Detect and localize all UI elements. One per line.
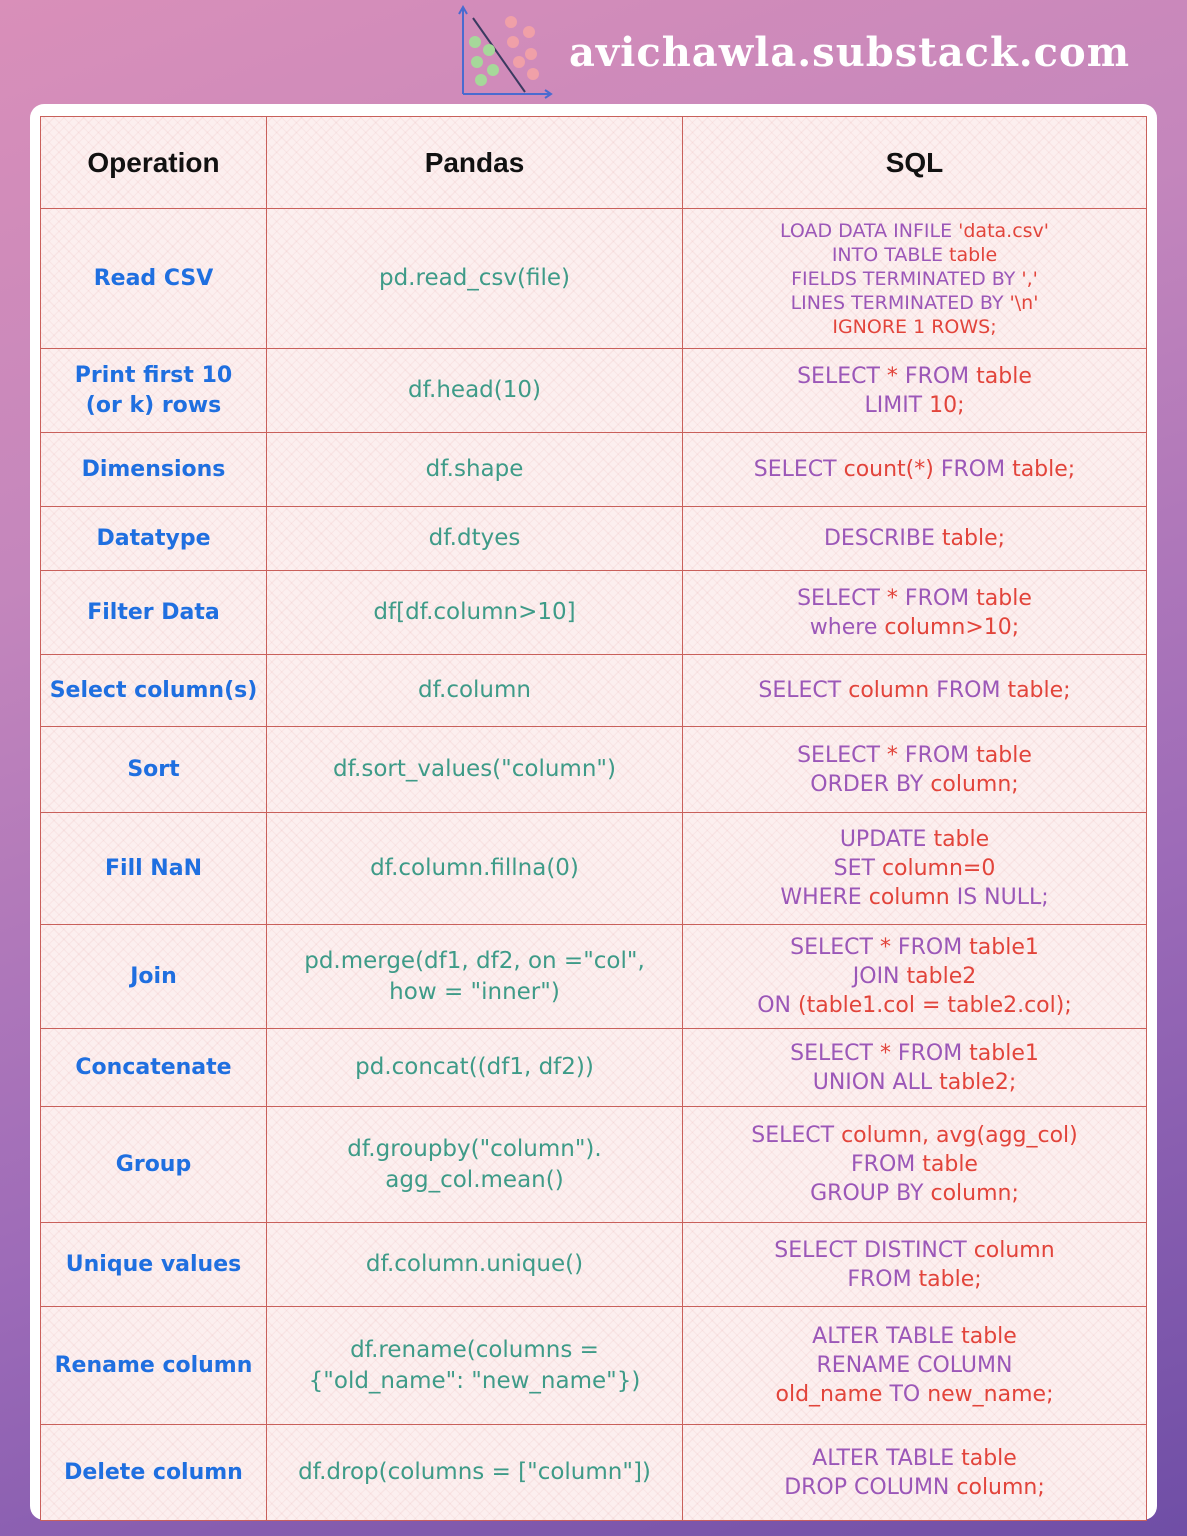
sql-keyword: FIELDS TERMINATED BY (791, 267, 1022, 290)
pandas-code: df.head(10) (408, 377, 541, 403)
pandas-code: df.dtyes (428, 525, 521, 551)
sql-line (691, 1150, 1138, 1179)
pandas-code: pd.concat((df1, df2)) (355, 1054, 594, 1080)
sql-keyword: IS NULL; (949, 885, 1049, 910)
sql-identifier: table (922, 1152, 978, 1177)
sql-identifier: table; (918, 1266, 982, 1292)
operation-label: Concatenate (75, 1054, 232, 1080)
sql-identifier: table2; (939, 1069, 1017, 1095)
sql-line (691, 825, 1138, 854)
table-row (41, 1029, 1147, 1107)
sql-keyword: WHERE (780, 885, 869, 910)
operation-label: Select column(s) (49, 677, 258, 703)
sql-line (691, 1121, 1138, 1150)
sql-keyword: FROM (897, 585, 977, 611)
pandas-code: df.groupby("column"). (347, 1135, 602, 1162)
sql-identifier: column; (956, 1474, 1045, 1500)
sql-identifier: table (976, 585, 1032, 611)
sql-cell (683, 813, 1147, 925)
sql-identifier: table (961, 1324, 1017, 1349)
pandas-cell (267, 433, 683, 507)
sql-cell (683, 1223, 1147, 1307)
sql-identifier: column; (930, 771, 1019, 797)
sql-keyword: FROM (847, 1266, 919, 1292)
table-row (41, 655, 1147, 727)
pandas-code: df.shape (425, 456, 524, 482)
sql-line (691, 962, 1138, 991)
sql-identifier: table1 (969, 1040, 1039, 1066)
sql-line (691, 770, 1138, 799)
sql-cell (683, 433, 1147, 507)
sql-line (691, 391, 1138, 420)
sql-identifier: count(*) (843, 457, 934, 482)
pandas-cell (267, 1425, 683, 1521)
operation-cell (41, 571, 267, 655)
sql-identifier: column>10; (884, 614, 1020, 640)
sql-identifier: * (886, 585, 898, 611)
table-header-row (41, 117, 1147, 209)
sql-line (691, 741, 1138, 770)
sql-identifier: table (976, 363, 1032, 389)
sql-line (691, 243, 1138, 267)
table-row (41, 1307, 1147, 1425)
sql-line (691, 933, 1138, 962)
table-row (41, 507, 1147, 571)
sql-keyword: ALTER TABLE (812, 1324, 962, 1349)
pandas-code: df.column.unique() (365, 1251, 584, 1277)
pandas-cell (267, 1029, 683, 1107)
operation-label: Group (115, 1151, 192, 1177)
sql-cell (683, 571, 1147, 655)
operation-cell (41, 1307, 267, 1425)
sql-identifier: column; (930, 1181, 1019, 1206)
sql-line (691, 1068, 1138, 1097)
sql-cell (683, 925, 1147, 1029)
sql-keyword: ON (757, 993, 798, 1018)
operation-cell (41, 1107, 267, 1223)
pandas-cell (267, 727, 683, 813)
sql-identifier: column, avg(agg_col) (841, 1123, 1078, 1148)
sql-identifier: new_name; (927, 1382, 1054, 1407)
pandas-cell (267, 1307, 683, 1425)
sql-identifier: * (886, 742, 898, 768)
sql-keyword: DROP COLUMN (784, 1474, 957, 1500)
sql-keyword: TO (882, 1382, 928, 1407)
table-row (41, 727, 1147, 813)
pandas-code: df.sort_values("column") (333, 756, 616, 782)
sql-line (691, 1265, 1138, 1294)
operation-label: Print first 10 (74, 362, 233, 388)
sql-keyword: where (809, 614, 885, 640)
sql-identifier: table; (1007, 678, 1071, 703)
sql-line (691, 1473, 1138, 1502)
sql-line (691, 1322, 1138, 1351)
operation-cell (41, 433, 267, 507)
sql-keyword: SELECT (797, 742, 887, 768)
sql-cell (683, 1307, 1147, 1425)
sql-identifier: (table1.col = table2.col); (798, 993, 1072, 1018)
pandas-cell (267, 349, 683, 433)
sql-keyword: LOAD DATA INFILE (779, 219, 959, 242)
sql-keyword: GROUP BY (810, 1181, 931, 1206)
operation-cell (41, 1029, 267, 1107)
sql-line (691, 1351, 1138, 1380)
sql-keyword: UNION ALL (812, 1069, 940, 1095)
sql-line (691, 455, 1138, 484)
operation-cell (41, 1425, 267, 1521)
sql-identifier: * (886, 363, 898, 389)
table-row (41, 433, 1147, 507)
table-row (41, 349, 1147, 433)
sql-cell (683, 1107, 1147, 1223)
table-row (41, 813, 1147, 925)
sql-cell (683, 727, 1147, 813)
pandas-code: df.column (417, 677, 531, 703)
sql-identifier: '\n' (1009, 291, 1039, 314)
operation-label: (or k) rows (85, 392, 222, 418)
sql-identifier: column=0 (881, 856, 996, 881)
scatter-plot-logo-icon (455, 4, 555, 100)
operation-cell (41, 655, 267, 727)
sql-keyword: FROM (897, 363, 977, 389)
sql-cell (683, 1425, 1147, 1521)
pandas-code: pd.merge(df1, df2, on ="col", (304, 947, 645, 974)
sql-cell (683, 655, 1147, 727)
operation-cell (41, 925, 267, 1029)
pandas-cell (267, 507, 683, 571)
sql-line (691, 854, 1138, 883)
sql-cell (683, 209, 1147, 349)
operation-label: Delete column (64, 1459, 243, 1485)
sql-cell (683, 349, 1147, 433)
pandas-cell (267, 813, 683, 925)
operation-label: Fill NaN (105, 855, 202, 881)
sql-line (691, 1179, 1138, 1208)
sql-cell (683, 507, 1147, 571)
column-header-operation: Operation (41, 117, 267, 209)
sql-identifier: column (973, 1237, 1055, 1263)
sql-keyword: ALTER TABLE (812, 1445, 962, 1471)
sql-line (691, 219, 1138, 243)
sql-line (691, 1039, 1138, 1068)
operation-label: Join (130, 963, 177, 989)
sql-keyword: ORDER BY (810, 771, 931, 797)
sql-keyword: INTO TABLE (831, 243, 950, 266)
sql-line (691, 315, 1138, 339)
pandas-code: df.drop(columns = ["column"]) (298, 1459, 651, 1485)
table-row (41, 1425, 1147, 1521)
pandas-code: df.rename(columns = (350, 1336, 599, 1363)
operation-cell (41, 727, 267, 813)
operation-label: Rename column (54, 1352, 253, 1378)
operation-label: Sort (127, 756, 180, 782)
sql-keyword: SELECT (797, 585, 887, 611)
table-row (41, 1223, 1147, 1307)
sql-keyword: SELECT (758, 678, 849, 703)
pandas-code: pd.read_csv(file) (378, 265, 571, 291)
sql-keyword: SELECT (751, 1123, 842, 1148)
sql-keyword: FROM (933, 457, 1013, 482)
column-header-pandas: Pandas (267, 117, 683, 209)
sql-identifier: * (879, 1040, 891, 1066)
sql-keyword: JOIN (852, 964, 907, 989)
sql-keyword: SELECT (753, 457, 844, 482)
sql-keyword: SELECT DISTINCT (774, 1237, 974, 1263)
pandas-code: df[df.column>10] (373, 599, 576, 625)
operation-label: Datatype (96, 525, 211, 551)
sql-identifier: table (933, 827, 990, 852)
sql-keyword: SELECT (797, 363, 887, 389)
sql-identifier: * (879, 935, 891, 960)
sql-cell (683, 1029, 1147, 1107)
pandas-cell (267, 1107, 683, 1223)
pandas-cell (267, 209, 683, 349)
sql-identifier: 10; (929, 392, 965, 418)
sql-line (691, 991, 1138, 1020)
sql-identifier: column (868, 885, 950, 910)
sql-identifier: table; (1012, 457, 1076, 482)
sql-line (691, 1380, 1138, 1409)
column-header-sql: SQL (683, 117, 1147, 209)
sql-identifier: old_name (775, 1382, 883, 1407)
sql-line (691, 883, 1138, 912)
table-row (41, 1107, 1147, 1223)
sql-line (691, 1444, 1138, 1473)
sql-identifier: table2 (906, 964, 977, 989)
sql-identifier: table (949, 243, 998, 266)
table-row (41, 209, 1147, 349)
sql-identifier: column (848, 678, 930, 703)
sql-keyword: FROM (851, 1152, 923, 1177)
operation-cell (41, 507, 267, 571)
pandas-code: df.column.fillna(0) (370, 855, 579, 881)
site-header (455, 4, 1130, 100)
sql-keyword: FROM (890, 1040, 970, 1066)
sql-keyword: RENAME COLUMN (816, 1353, 1013, 1378)
sql-identifier: table1 (969, 935, 1039, 960)
table-row (41, 571, 1147, 655)
site-name[interactable]: avichawla.substack.com (569, 28, 1131, 76)
operation-label: Unique values (65, 1251, 242, 1277)
pandas-code: agg_col.mean() (385, 1166, 564, 1193)
sql-line (691, 584, 1138, 613)
sql-line (691, 676, 1138, 705)
sql-line (691, 267, 1138, 291)
sql-identifier: table (961, 1445, 1017, 1471)
operation-label: Dimensions (81, 456, 226, 482)
pandas-cell (267, 655, 683, 727)
operation-cell (41, 1223, 267, 1307)
operation-cell (41, 813, 267, 925)
operation-label: Filter Data (87, 599, 220, 625)
pandas-cell (267, 925, 683, 1029)
sql-line (691, 613, 1138, 642)
sql-keyword: SELECT (790, 935, 880, 960)
sql-line (691, 1236, 1138, 1265)
sql-keyword: FROM (890, 935, 970, 960)
operation-label: Read CSV (93, 265, 214, 291)
sql-keyword: LINES TERMINATED BY (790, 291, 1010, 314)
pandas-code: how = "inner") (389, 978, 560, 1005)
sql-identifier: table (976, 742, 1032, 768)
operation-cell (41, 209, 267, 349)
sql-identifier: table; (941, 526, 1006, 551)
sql-keyword: UPDATE (839, 827, 934, 852)
sql-keyword: LIMIT (864, 392, 930, 418)
pandas-cell (267, 1223, 683, 1307)
pandas-code: {"old_name": "new_name"}) (308, 1367, 641, 1394)
sql-keyword: FROM (929, 678, 1008, 703)
comparison-card (30, 104, 1157, 1520)
sql-line (691, 362, 1138, 391)
sql-identifier: 'data.csv' (958, 219, 1050, 242)
sql-keyword: SET (833, 856, 882, 881)
sql-identifier: IGNORE 1 ROWS; (832, 315, 997, 338)
table-row (41, 925, 1147, 1029)
sql-line (691, 291, 1138, 315)
pandas-cell (267, 571, 683, 655)
sql-keyword: DESCRIBE (823, 526, 942, 551)
sql-keyword: SELECT (790, 1040, 880, 1066)
sql-keyword: FROM (897, 742, 977, 768)
sql-line (691, 524, 1138, 553)
sql-identifier: ',' (1021, 267, 1038, 290)
comparison-table (40, 116, 1147, 1521)
operation-cell (41, 349, 267, 433)
